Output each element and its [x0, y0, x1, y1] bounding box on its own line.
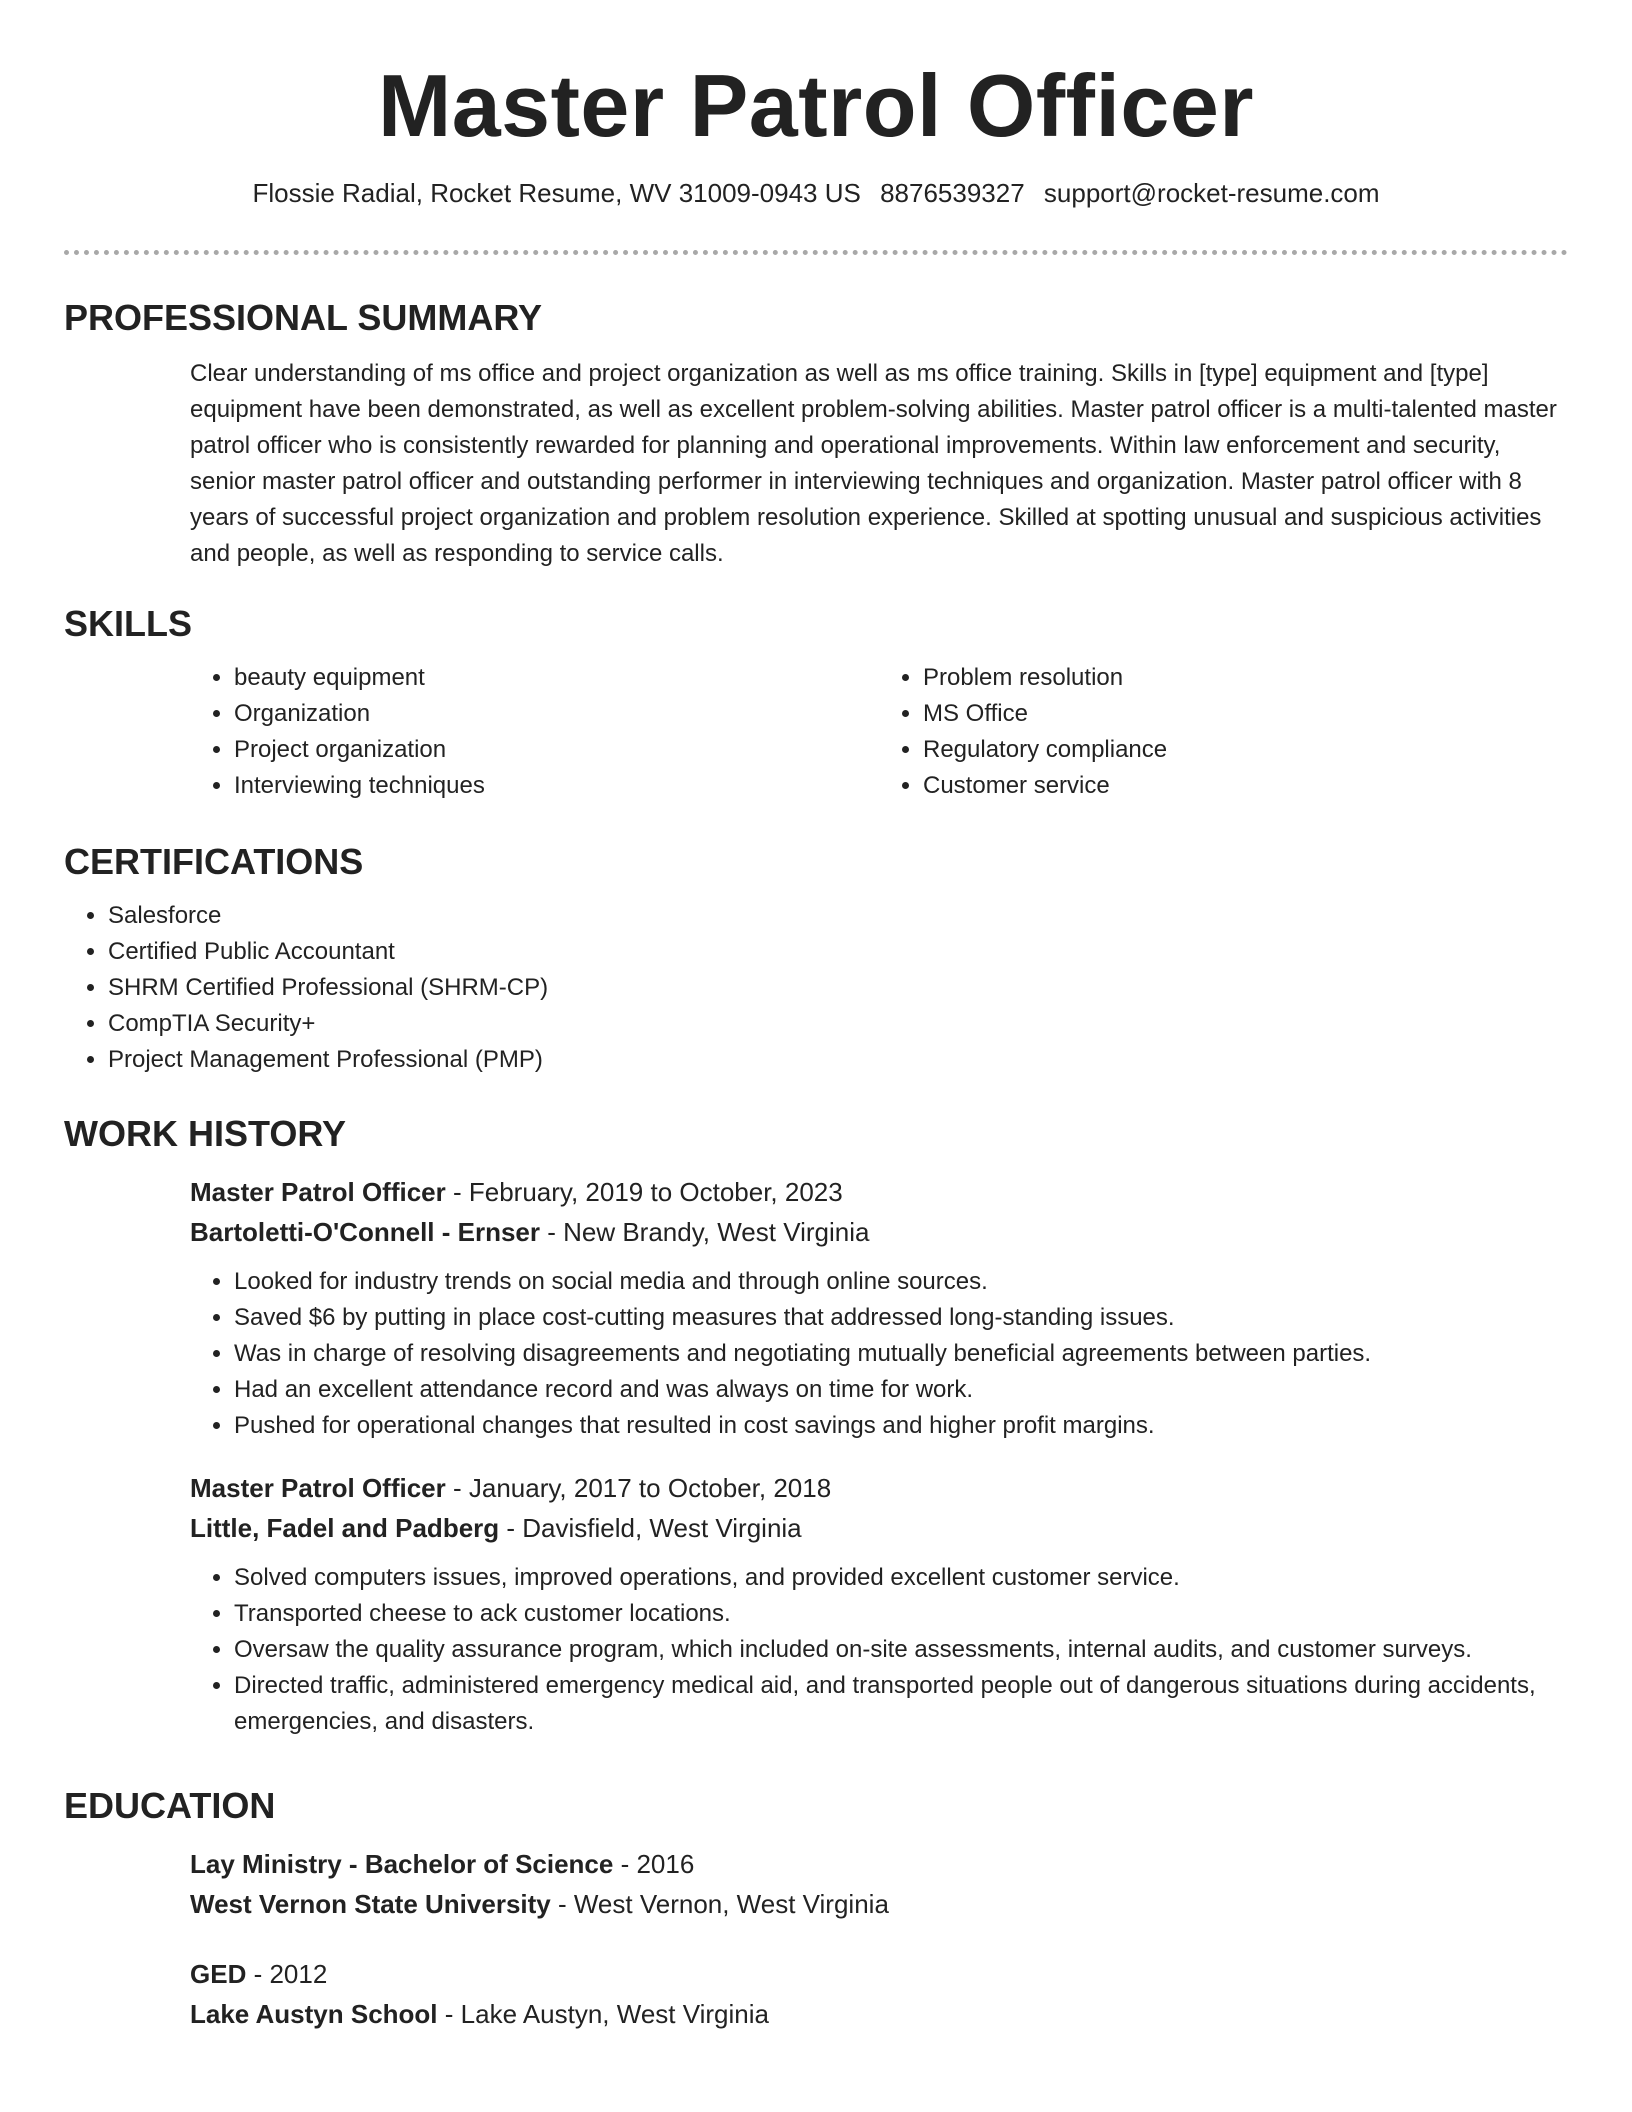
- job-duties: [190, 1264, 1568, 1444]
- job-dates: - January, 2017 to October, 2018: [445, 1473, 832, 1503]
- summary-text: Clear understanding of ms office and project organization as well as ms office training. Skills in [type] equipment and [type] equipment have been demonstrated, as well as excellent problem-solving abilities. Master patrol officer is a multi-talented master patrol officer who is consistently rewarded for planning and operational improvements. Within law enforcement and security, senior master patrol officer and outstanding performer in interviewing techniques and organization. Master patrol officer with 8 years of successful project organization and problem resolution experience. Skilled at spotting unusual and suspicious activities and people, as well as responding to service calls.: [190, 360, 1557, 567]
- education-location: - West Vernon, West Virginia: [550, 1889, 889, 1919]
- job-title-line: [190, 1172, 1568, 1212]
- contact-email[interactable]: support@rocket-resume.com: [1043, 178, 1380, 208]
- list-item: • Project Management Professional (PMP): [108, 1042, 1568, 1078]
- education-section: [64, 1784, 1568, 2034]
- list-item: • beauty equipment: [234, 660, 879, 696]
- education-school: West Vernon State University: [190, 1889, 551, 1919]
- education-entry: [190, 1844, 1568, 1924]
- skills-section: [64, 602, 1568, 804]
- list-item: • Organization: [234, 696, 879, 732]
- job-role: Master Patrol Officer: [190, 1473, 446, 1503]
- education-degree-line: [190, 1844, 1568, 1884]
- job-company: Bartoletti-O'Connell - Ernser: [190, 1217, 540, 1247]
- job-role: Master Patrol Officer: [190, 1177, 446, 1207]
- job-location: - New Brandy, West Virginia: [540, 1217, 870, 1247]
- candidate-name: Master Patrol Officer: [377, 56, 1255, 155]
- education-degree: Lay Ministry - Bachelor of Science: [190, 1849, 614, 1879]
- education-entry: [190, 1954, 1568, 2034]
- contact-line: [0, 178, 1632, 209]
- education-school-line: [190, 1994, 1568, 2034]
- education-year: - 2016: [613, 1849, 695, 1879]
- list-item: • Had an excellent attendance record and was always on time for work.: [234, 1372, 1568, 1408]
- list-item: • Regulatory compliance: [923, 732, 1568, 768]
- list-item: • Pushed for operational changes that resulted in cost savings and higher profit margins.: [234, 1408, 1568, 1444]
- job-entry: [190, 1468, 1568, 1740]
- summary-section: [64, 296, 1568, 572]
- job-company-line: [190, 1212, 1568, 1252]
- education-degree: GED: [190, 1959, 247, 1989]
- list-item: • Was in charge of resolving disagreements and negotiating mutually beneficial agreements between parties.: [234, 1336, 1568, 1372]
- job-company: Little, Fadel and Padberg: [190, 1513, 500, 1543]
- certifications-list: [64, 898, 1568, 1078]
- skills-list-left: [190, 660, 879, 804]
- education-school: Lake Austyn School: [190, 1999, 438, 2029]
- education-title: EDUCATION: [64, 1785, 276, 1826]
- education-year: - 2012: [246, 1959, 328, 1989]
- header-divider: [64, 250, 1568, 255]
- list-item: • Directed traffic, administered emergency medical aid, and transported people out of dangerous situations during accidents, emergencies, and disasters.: [234, 1668, 1568, 1740]
- contact-phone: 8876539327: [880, 178, 1025, 208]
- work-title: WORK HISTORY: [64, 1113, 347, 1154]
- list-item: • Transported cheese to ack customer locations.: [234, 1596, 1568, 1632]
- job-location: - Davisfield, West Virginia: [499, 1513, 802, 1543]
- job-title-line: [190, 1468, 1568, 1508]
- education-school-line: [190, 1884, 1568, 1924]
- job-duties: [190, 1560, 1568, 1740]
- work-section: [64, 1112, 1568, 1740]
- list-item: • Customer service: [923, 768, 1568, 804]
- list-item: • MS Office: [923, 696, 1568, 732]
- list-item: • Salesforce: [108, 898, 1568, 934]
- contact-address: Flossie Radial, Rocket Resume, WV 31009-0943 US: [252, 178, 861, 208]
- list-item: • Oversaw the quality assurance program, which included on-site assessments, internal audits, and customer surveys.: [234, 1632, 1568, 1668]
- summary-title: PROFESSIONAL SUMMARY: [64, 297, 543, 338]
- list-item: • SHRM Certified Professional (SHRM-CP): [108, 970, 1568, 1006]
- certifications-title: CERTIFICATIONS: [64, 841, 364, 882]
- skills-list-right: [879, 660, 1568, 804]
- list-item: • Problem resolution: [923, 660, 1568, 696]
- list-item: • Certified Public Accountant: [108, 934, 1568, 970]
- list-item: • Interviewing techniques: [234, 768, 879, 804]
- list-item: • Looked for industry trends on social media and through online sources.: [234, 1264, 1568, 1300]
- job-company-line: [190, 1508, 1568, 1548]
- list-item: • Saved $6 by putting in place cost-cutting measures that addressed long-standing issues.: [234, 1300, 1568, 1336]
- job-entry: [190, 1172, 1568, 1444]
- skills-title: SKILLS: [64, 603, 193, 644]
- education-location: - Lake Austyn, West Virginia: [437, 1999, 769, 2029]
- education-degree-line: [190, 1954, 1568, 1994]
- skills-grid: [190, 660, 1568, 804]
- job-dates: - February, 2019 to October, 2023: [445, 1177, 843, 1207]
- certifications-section: [64, 840, 1568, 1078]
- list-item: • Solved computers issues, improved operations, and provided excellent customer service.: [234, 1560, 1568, 1596]
- list-item: • CompTIA Security+: [108, 1006, 1568, 1042]
- list-item: • Project organization: [234, 732, 879, 768]
